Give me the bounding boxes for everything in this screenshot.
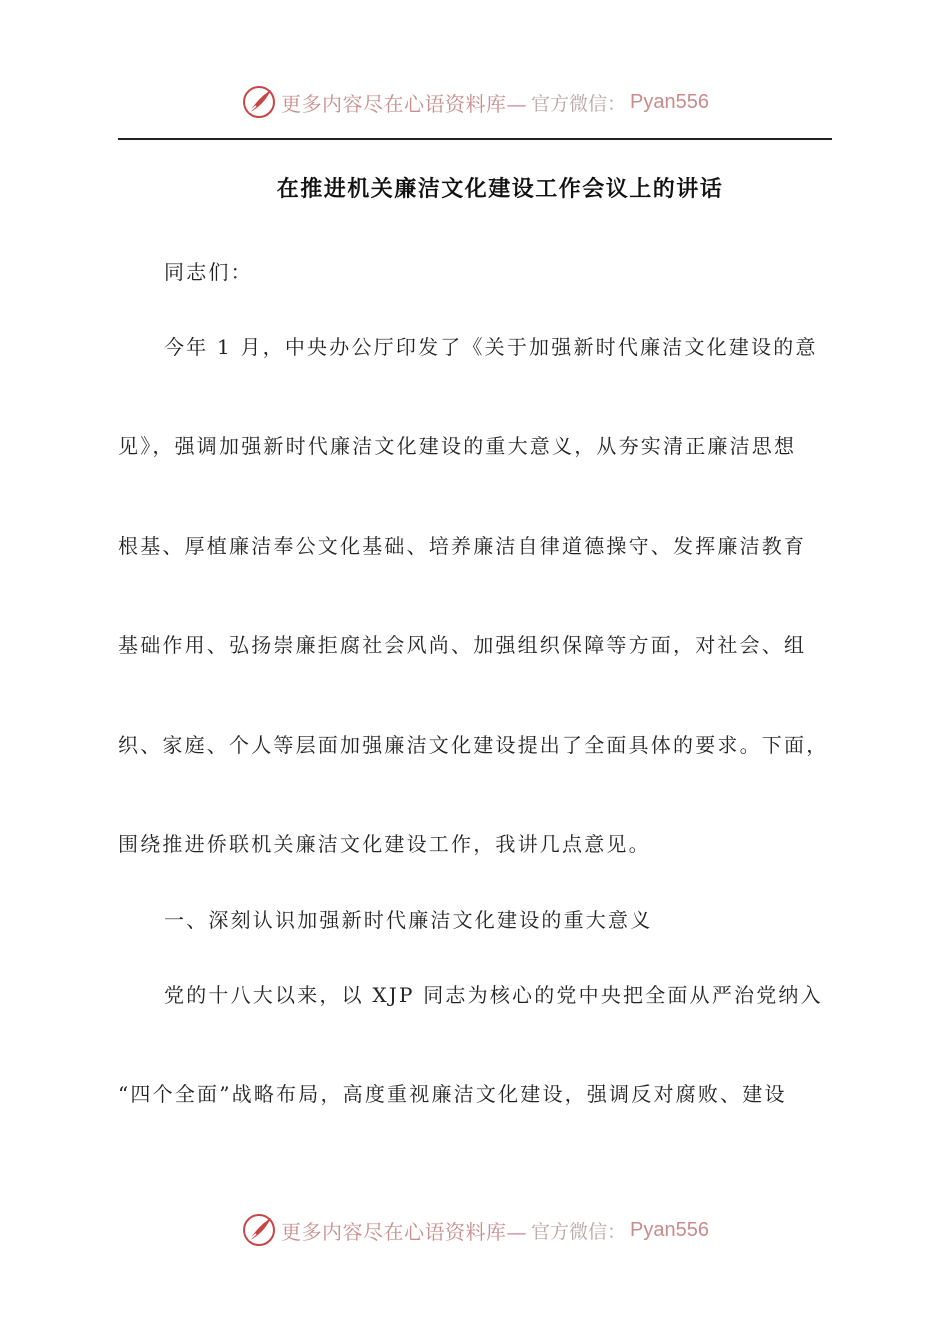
- banner-wechat-id: Pyan556: [630, 90, 709, 113]
- body-line: “四个全面”战略布局，高度重视廉洁文化建设，强调反对腐败、建设: [118, 1082, 787, 1106]
- body-line: 党的十八大以来，以 XJP 同志为核心的党中央把全面从严治党纳入: [164, 983, 823, 1007]
- banner-wechat-label: 官方微信：: [531, 1220, 627, 1243]
- quill-pen-icon: [241, 1212, 277, 1248]
- body-line: 织、家庭、个人等层面加强廉洁文化建设提出了全面具体的要求。下面，: [118, 733, 829, 757]
- header-divider: [118, 138, 832, 140]
- banner-text: 更多内容尽在心语资料库—: [281, 91, 527, 116]
- body-line: 围绕推进侨联机关廉洁文化建设工作，我讲几点意见。: [118, 832, 651, 856]
- body-line: 基础作用、弘扬崇廉拒腐社会风尚、加强组织保障等方面，对社会、组: [118, 633, 807, 657]
- section-heading: 一、深刻认识加强新时代廉洁文化建设的重大意义: [164, 908, 653, 932]
- footer-banner: [0, 1210, 950, 1250]
- document-title: 在推进机关廉洁文化建设工作会议上的讲话: [276, 176, 724, 202]
- header-banner: [0, 82, 950, 122]
- body-line: 根基、厚植廉洁奉公文化基础、培养廉洁自律道德操守、发挥廉洁教育: [118, 534, 807, 558]
- banner-wechat-id: Pyan556: [630, 1218, 709, 1241]
- salutation: 同志们：: [164, 260, 253, 284]
- body-line: 今年 1 月，中央办公厅印发了《关于加强新时代廉洁文化建设的意: [164, 335, 818, 359]
- quill-pen-icon: [241, 84, 277, 120]
- banner-text: 更多内容尽在心语资料库—: [281, 1219, 527, 1244]
- banner-wechat-label: 官方微信：: [531, 92, 627, 115]
- body-line: 见》，强调加强新时代廉洁文化建设的重大意义，从夯实清正廉洁思想: [118, 434, 797, 458]
